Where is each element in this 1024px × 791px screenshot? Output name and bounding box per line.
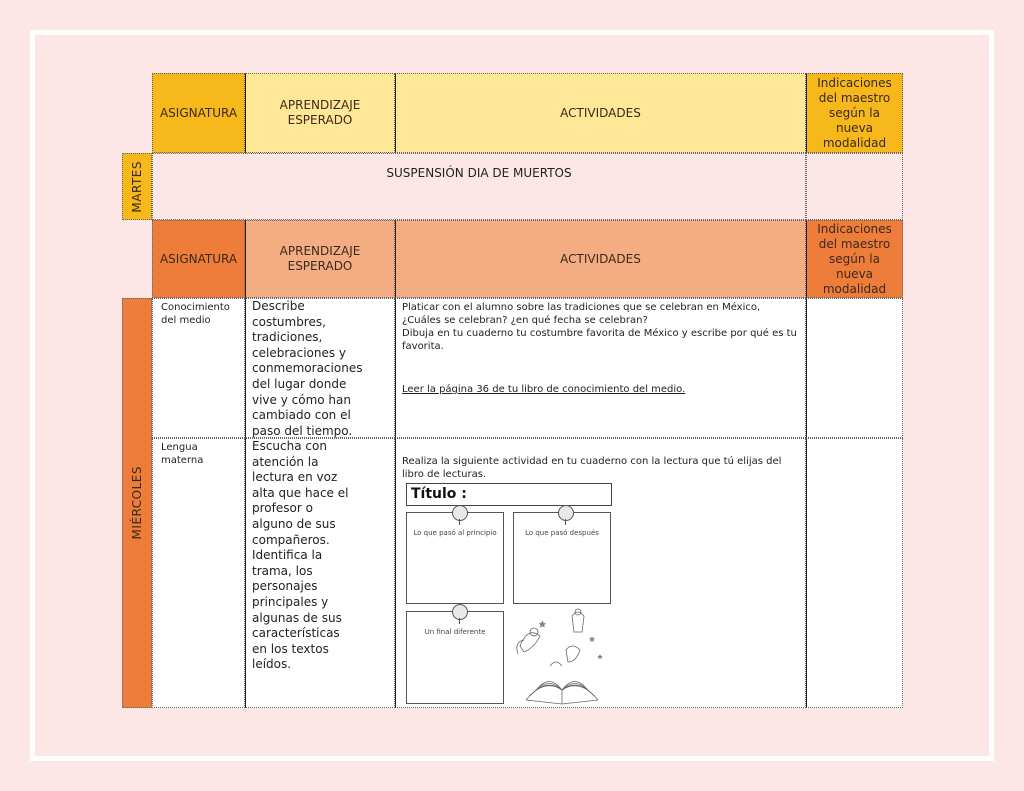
header-mid-aprendizaje xyxy=(245,220,395,298)
row1-actividades-text-2: Dibuja en tu cuaderno tu costumbre favorita de México y escribe por qué es tu favorita. xyxy=(402,328,797,352)
row1-subject-text: Conocimiento del medio xyxy=(161,302,230,326)
worksheet-box-beginning xyxy=(406,512,504,604)
day-label-martes xyxy=(122,153,152,220)
day-label-miercoles-text: MIÉRCOLES xyxy=(130,466,144,540)
row1-indicaciones xyxy=(806,298,903,438)
header-top-aprendizaje-text: APRENDIZAJE ESPERADO xyxy=(279,98,361,127)
worksheet-title-text: Título : xyxy=(411,486,467,502)
pushpin-icon xyxy=(452,505,468,521)
header-top-indicaciones xyxy=(806,73,903,153)
row2-aprendizaje xyxy=(245,438,395,708)
worksheet-box-after-label: Lo que pasó después xyxy=(525,529,599,537)
row2-subject-text: Lengua materna xyxy=(161,442,204,466)
storybook-illustration-icon xyxy=(510,606,614,706)
row2-indicaciones xyxy=(806,438,903,708)
row1-aprendizaje xyxy=(245,298,395,438)
row2-actividades-text: Realiza la siguiente actividad en tu cuaderno con la lectura que tú elijas del libro de lecturas. xyxy=(402,456,782,480)
header-top-asignatura: ASIGNATURA xyxy=(152,73,245,153)
header-mid-aprendizaje-text: APRENDIZAJE ESPERADO xyxy=(279,244,361,273)
row1-actividades-link: Leer la página 36 de tu libro de conocimiento del medio. xyxy=(402,384,686,395)
header-top-actividades: ACTIVIDADES xyxy=(395,73,806,153)
header-mid-asignatura: ASIGNATURA xyxy=(152,220,245,298)
row2-aprendizaje-text: Escucha con atención la lectura en voz alta que hace el profesor o alguno de sus compañeros. Identifica la trama, los personajes principales y algunas de sus características en los textos leídos. xyxy=(252,439,349,672)
row1-aprendizaje-text: Describe costumbres, tradiciones, celebraciones y conmemoraciones del lugar donde vive y cómo han cambiado con el paso del tiempo. xyxy=(252,299,363,438)
row2-subject xyxy=(152,438,245,708)
worksheet-box-ending xyxy=(406,611,504,704)
pushpin-icon xyxy=(558,505,574,521)
header-mid-actividades: ACTIVIDADES xyxy=(395,220,806,298)
worksheet-box-beginning-label: Lo que pasó al principio xyxy=(413,529,497,537)
worksheet-box-ending-label: Un final diferente xyxy=(424,628,486,636)
pushpin-icon xyxy=(452,604,468,620)
header-mid-indicaciones-text: Indicaciones del maestro según la nueva modalidad xyxy=(817,221,892,296)
day-label-martes-text: MARTES xyxy=(130,160,144,213)
martes-message xyxy=(152,153,806,220)
worksheet-title-box xyxy=(406,483,612,506)
martes-indicaciones-cell xyxy=(806,153,903,220)
header-mid-indicaciones xyxy=(806,220,903,298)
row1-subject xyxy=(152,298,245,438)
row1-actividades-text-1: Platicar con el alumno sobre las tradiciones que se celebran en México, ¿Cuáles se celebran? ¿en qué fecha se celebran? xyxy=(402,302,761,326)
header-top-indicaciones-text: Indicaciones del maestro según la nueva modalidad xyxy=(817,75,892,150)
header-top-aprendizaje xyxy=(245,73,395,153)
martes-message-text: SUSPENSIÓN DIA DE MUERTOS xyxy=(386,166,572,180)
day-label-miercoles xyxy=(122,298,152,708)
worksheet-box-after xyxy=(513,512,611,604)
row1-actividades xyxy=(395,298,806,438)
